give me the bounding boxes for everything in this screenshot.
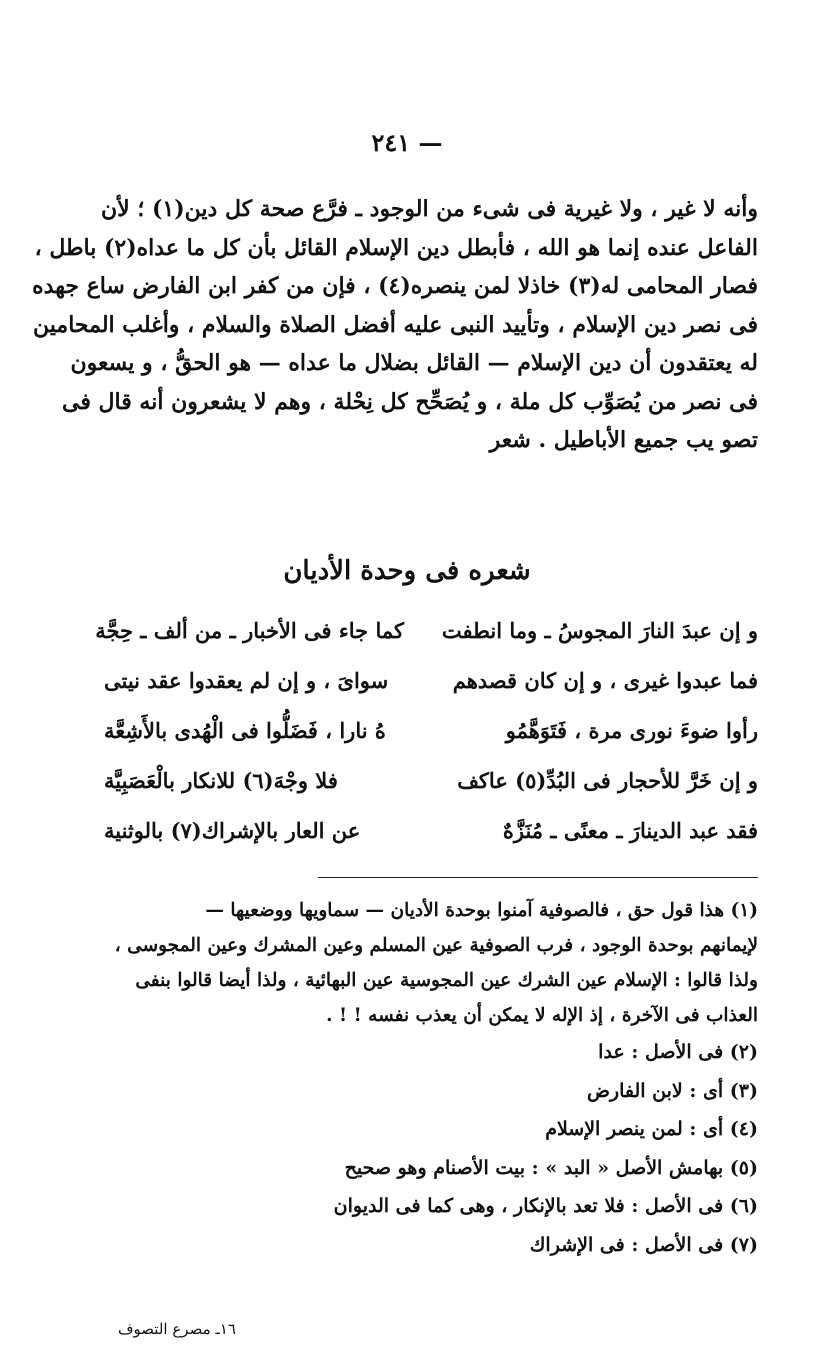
body-line: له يعتقدون أن دين الإسلام — القائل بضلال ما عداه — هو الحقُّ ، و يسعون bbox=[70, 350, 758, 376]
poem-verse bbox=[104, 768, 758, 818]
footnote-line-last: العذاب فى الآخرة ، إذ الإله لا يمكن أن يعذب نفسه ! ! . bbox=[326, 1005, 758, 1026]
footnote-6: (٦) فى الأصل : فلا تعد بالإنكار ، وهى كما فى الديوان bbox=[333, 1195, 758, 1217]
footnote-line: ولذا قالوا : الإسلام عين الشرك عين المجوسية عين البهائية ، ولذا أيضا قالوا بنفى bbox=[135, 970, 758, 991]
poem-verse bbox=[104, 668, 758, 718]
verse-first-hemistich: فقد عبد الدينارَ ـ معنًى ـ مُنَزَّهٌ bbox=[502, 818, 758, 843]
footnote-1 bbox=[104, 893, 758, 1033]
footnote-2: (٢) فى الأصل : عدا bbox=[598, 1041, 758, 1063]
footnote-divider bbox=[318, 877, 758, 878]
footnote-line: لإيمانهم بوحدة الوجود ، فرب الصوفية عين المسلم وعين المشرك وعين المجوسى ، bbox=[114, 935, 758, 956]
footnote-3: (٣) أى : لابن الفارض bbox=[586, 1079, 758, 1102]
page-number: — ٢٤١ bbox=[371, 128, 443, 157]
footnote-line: (١) هذا قول حق ، فالصوفية آمنوا بوحدة الأديان — سماويها ووضعيها — bbox=[205, 900, 758, 921]
footnotes bbox=[104, 893, 758, 1264]
verse-second-hemistich: فلا وجْهَ(٦) للانكار بالْعَصَبِيَّة bbox=[104, 768, 338, 793]
verse-second-hemistich: كما جاء فى الأخبار ـ من ألف ـ حِجَّة bbox=[95, 618, 404, 643]
poem-verse bbox=[104, 818, 758, 868]
verse-first-hemistich: فما عبدوا غيرى ، و إن كان قصدهم bbox=[452, 668, 758, 693]
body-line: الفاعل عنده إنما هو الله ، فأبطل دين الإسلام القائل بأن كل ما عداه(٢) باطل ، bbox=[34, 234, 758, 261]
footnote-7: (٧) فى الأصل : فى الإشراك bbox=[529, 1233, 758, 1256]
body-paragraph bbox=[32, 190, 758, 460]
body-line: فى نصر من يُصَوِّب كل ملة ، و يُصَحِّح كل نِحْلة ، وهم لا يشعرون أنه قال فى bbox=[62, 388, 758, 415]
verse-second-hemistich: سواىَ ، و إن لم يعقدوا عقد نيتى bbox=[104, 668, 389, 693]
verse-first-hemistich: رأوا ضوءَ نورى مرة ، فَتَوَهَّمُو bbox=[505, 718, 758, 743]
verse-second-hemistich: عن العار بالإشراك(٧) بالوثنية bbox=[104, 818, 361, 843]
poem-verse bbox=[104, 718, 758, 768]
body-line-last: تصو يب جميع الأباطيل . شعر bbox=[489, 427, 758, 453]
poem-title: شعره فى وحدة الأديان bbox=[283, 556, 531, 586]
signature-mark: ١٦ـ مصرع التصوف bbox=[118, 1320, 236, 1338]
verse-first-hemistich: و إن خَرَّ للأحجار فى البُدِّ(٥) عاكف bbox=[457, 768, 758, 793]
footnote-4: (٤) أى : لمن ينصر الإسلام bbox=[545, 1118, 758, 1140]
verse-first-hemistich: و إن عبدَ النارَ المجوسُ ـ وما انطفت bbox=[441, 618, 758, 643]
verse-second-hemistich: هُ نارا ، فَضَلُّوا فى الْهُدى بالأَشِعَّة bbox=[104, 718, 386, 743]
body-line: فصار المحامى له(٣) خاذلا لمن ينصره(٤) ، فإن من كفر ابن الفارض ساع جهده bbox=[32, 273, 758, 299]
body-line: وأنه لا غير ، ولا غيرية فى شىء من الوجود ـ فرَّع صحة كل دين(١) ؛ لأن bbox=[100, 196, 758, 222]
poem bbox=[95, 618, 758, 868]
body-line: فى نصر دين الإسلام ، وتأييد النبى عليه أفضل الصلاة والسلام ، وأغلب المحامين bbox=[33, 311, 758, 338]
poem-verse bbox=[95, 618, 758, 668]
footnote-5: (٥) بهامش الأصل « البد » : بيت الأصنام وهو صحيح bbox=[344, 1156, 758, 1179]
